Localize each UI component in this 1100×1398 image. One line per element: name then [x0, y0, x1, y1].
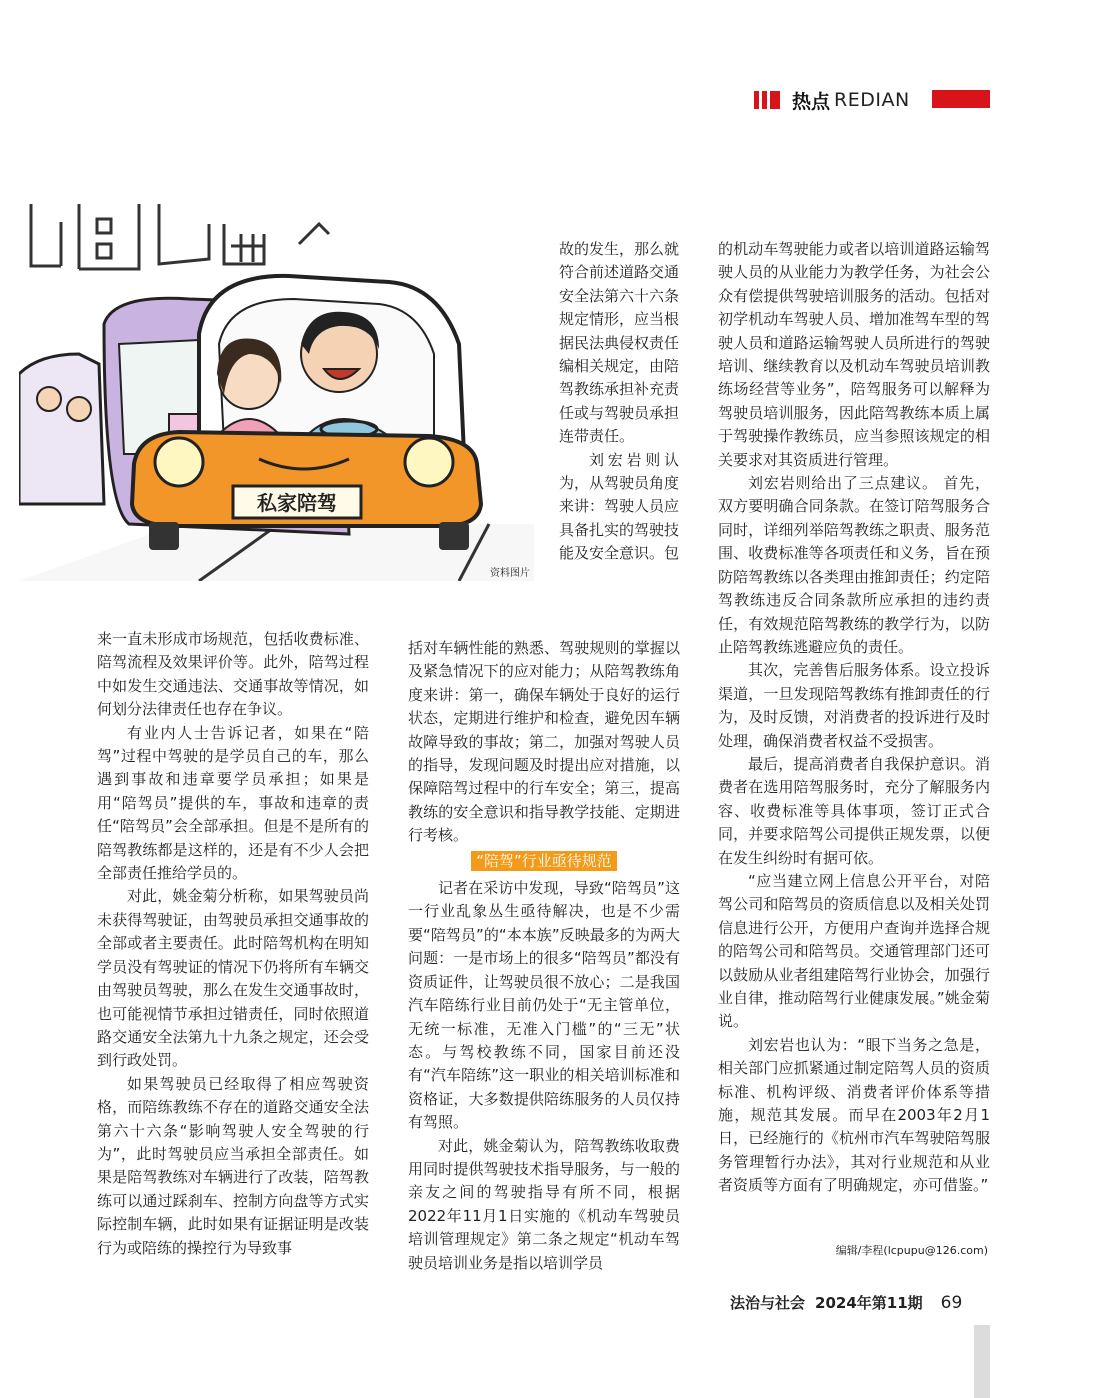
paragraph: 括对车辆性能的熟悉、驾驶规则的掌握以及紧急情况下的应对能力；从陪驾教练角度来讲：第一，确保车辆处于良好的运行状态，定期进行维护和检查，避免因车辆故障导致的事故；第二，加强对驾驶人员的指导，发现问题及时提出应对措施，以保障陪驾过程中的行车安全；第三，提高教练的安全意识和指导教学技能、定期进行考核。: [408, 639, 680, 845]
section-title-en: REDIAN: [834, 89, 910, 111]
paragraph: 有业内人士告诉记者，如果在“陪驾”过程中驾驶的是学员自己的车，那么遇到事故和违章要学员承担；如果是用“陪驾员”提供的车，事故和违章的责任“陪驾员”会全部承担。但是不是所有的陪驾教练都是这样的，还是有不少人会把全部责任推给学员的。: [97, 723, 369, 883]
paragraph: 来一直未形成市场规范，包括收费标准、陪驾流程及效果评价等。此外，陪驾过程中如发生交通违法、交通事故等情况，如何划分法律责任也存在争议。: [97, 630, 369, 719]
paragraph: 刘宏岩则认为，从驾驶员角度来讲：驾驶人员应具备扎实的驾驶技能及安全意识。包: [559, 450, 680, 563]
column-2-bottom: [408, 637, 680, 1275]
issue-number: 2024年第11期: [815, 1294, 923, 1312]
plate-text: 私家陪驾: [257, 491, 337, 515]
magazine-name: 法治与社会: [730, 1294, 806, 1312]
header-accent-bar: [932, 90, 990, 108]
paragraph: 的机动车驾驶能力或者以培训道路运输驾驶人员的从业能力为教学任务，为社会公众有偿提供驾驶培训服务的活动。包括对初学机动车驾驶人员、增加准驾车型的驾驶人员和道路运输驾驶人员所进行的驾驶培训、继续教育以及机动车驾驶员培训教练场经营等业务”，陪驾服务可以解释为驾驶员培训服务，因此陪驾教练本质上属于驾驶操作教练员，应当参照该规定的相关要求对其资质进行管理。: [718, 240, 990, 469]
paragraph: “应当建立网上信息公开平台，对陪驾公司和陪驾员的资质信息以及相关处罚信息进行公开，方便用户查询并选择合规的陪驾公司和陪驾员。交通管理部门还可以鼓励从业者组建陪驾行业协会，加强行业自律，推动陪驾行业健康发展。”姚金菊说。: [718, 871, 990, 1031]
cartoon-drawing: [19, 204, 534, 581]
paragraph: 如果驾驶员已经取得了相应驾驶资格，而陪练教练不存在的道路交通安全法第六十六条“影响驾驶人安全驾驶的行为”，此时驾驶员应当承担全部责任。如果是陪驾教练对车辆进行了改装，陪驾教练可以通过踩刹车、控制方向盘等方式实际控制车辆，此时如果有证据证明是改装行为或陪练的操控行为导致事: [97, 1074, 369, 1257]
section-title-cn: 热点: [792, 90, 831, 113]
paragraph: 记者在采访中发现，导致“陪驾员”这一行业乱象丛生亟待解决，也是不少需要“陪驾员”的“本本族”反映最多的为两大问题：一是市场上的很多“陪驾员”都没有资质证件，让驾驶员很不放心；二是我国汽车陪练行业目前仍处于“无主管单位，无统一标准，无准入门槛”的“三无”状态。与驾校教练不同，国家目前还没有“汽车陪练”这一职业的相关培训标准和资格证，大多数提供陪练服务的人员仅持有驾照。: [408, 879, 680, 1132]
paragraph: 故的发生，那么就符合前述道路交通安全法第六十六条规定情形，应当根据民法典侵权责任编相关规定，由陪驾教练承担补充责任或与驾驶员承担连带责任。: [559, 240, 680, 446]
page-number: 69: [940, 1292, 963, 1313]
paragraph: 对此，姚金菊分析称，如果驾驶员尚未获得驾驶证，由驾驶员承担交通事故的全部或者主要责任。此时陪驾机构在明知学员没有驾驶证的情况下仍将所有车辆交由驾驶员驾驶，那么在发生交通事故时，也可能视情节承担过错责任，同时依照道路交通安全法第九十九条之规定，还会受到行政处罚。: [97, 887, 369, 1070]
section-header: [754, 88, 910, 112]
paragraph: 对此，姚金菊认为，陪驾教练收取费用同时提供驾驶技术指导服务，与一般的亲友之间的驾驶指导有所不同，根据2022年11月1日实施的《机动车驾驶员培训管理规定》第二条之规定“机动车驾驶员培训业务是指以培训学员: [408, 1136, 680, 1272]
header-bars: [754, 91, 780, 109]
image-caption: 资料图片: [490, 568, 530, 579]
cartoon-illustration: [19, 204, 534, 581]
column-2-top: [559, 238, 679, 566]
editor-credit: 编辑/李程(lcpupu@126.com): [835, 1244, 988, 1257]
paragraph: 其次，完善售后服务体系。设立投诉渠道，一旦发现陪驾教练有推卸责任的行为，及时反馈，对消费者的投诉进行及时处理，确保消费者权益不受损害。: [718, 661, 990, 750]
paragraph: 刘宏岩则给出了三点建议。 首先，双方要明确合同条款。在签订陪驾服务合同时，详细列举陪驾教练之职责、服务范围、收费标准等各项责任和义务，旨在预防陪驾教练以各类理由推卸责任；约定陪驾教练违反合同条款所应承担的违约责任，有效规范陪驾教练的教学行为，以防止陪驾教练逃避应负的责任。: [718, 474, 990, 656]
paragraph: 最后，提高消费者自我保护意识。消费者在选用陪驾服务时，充分了解服务内容、收费标准等具体事项，签订正式合同，并要求陪驾公司提供正规发票，以便在发生纠纷时有据可依。: [718, 754, 990, 867]
column-3: [718, 238, 990, 1198]
page-edge-strip: [974, 1325, 990, 1398]
paragraph: 刘宏岩也认为：“眼下当务之急是，相关部门应抓紧通过制定陪驾人员的资质标准、机构评级、消费者评价体系等措施，规范其发展。而早在2003年2月1日，已经施行的《杭州市汽车驾驶陪驾服务管理暂行办法》，其对行业规范和从业者资质等方面有了明确规定，亦可借鉴。”: [718, 1035, 990, 1195]
column-1: [97, 628, 369, 1260]
page-footer: [730, 1292, 962, 1313]
section-heading: “陪驾”行业亟待规范: [408, 850, 680, 873]
